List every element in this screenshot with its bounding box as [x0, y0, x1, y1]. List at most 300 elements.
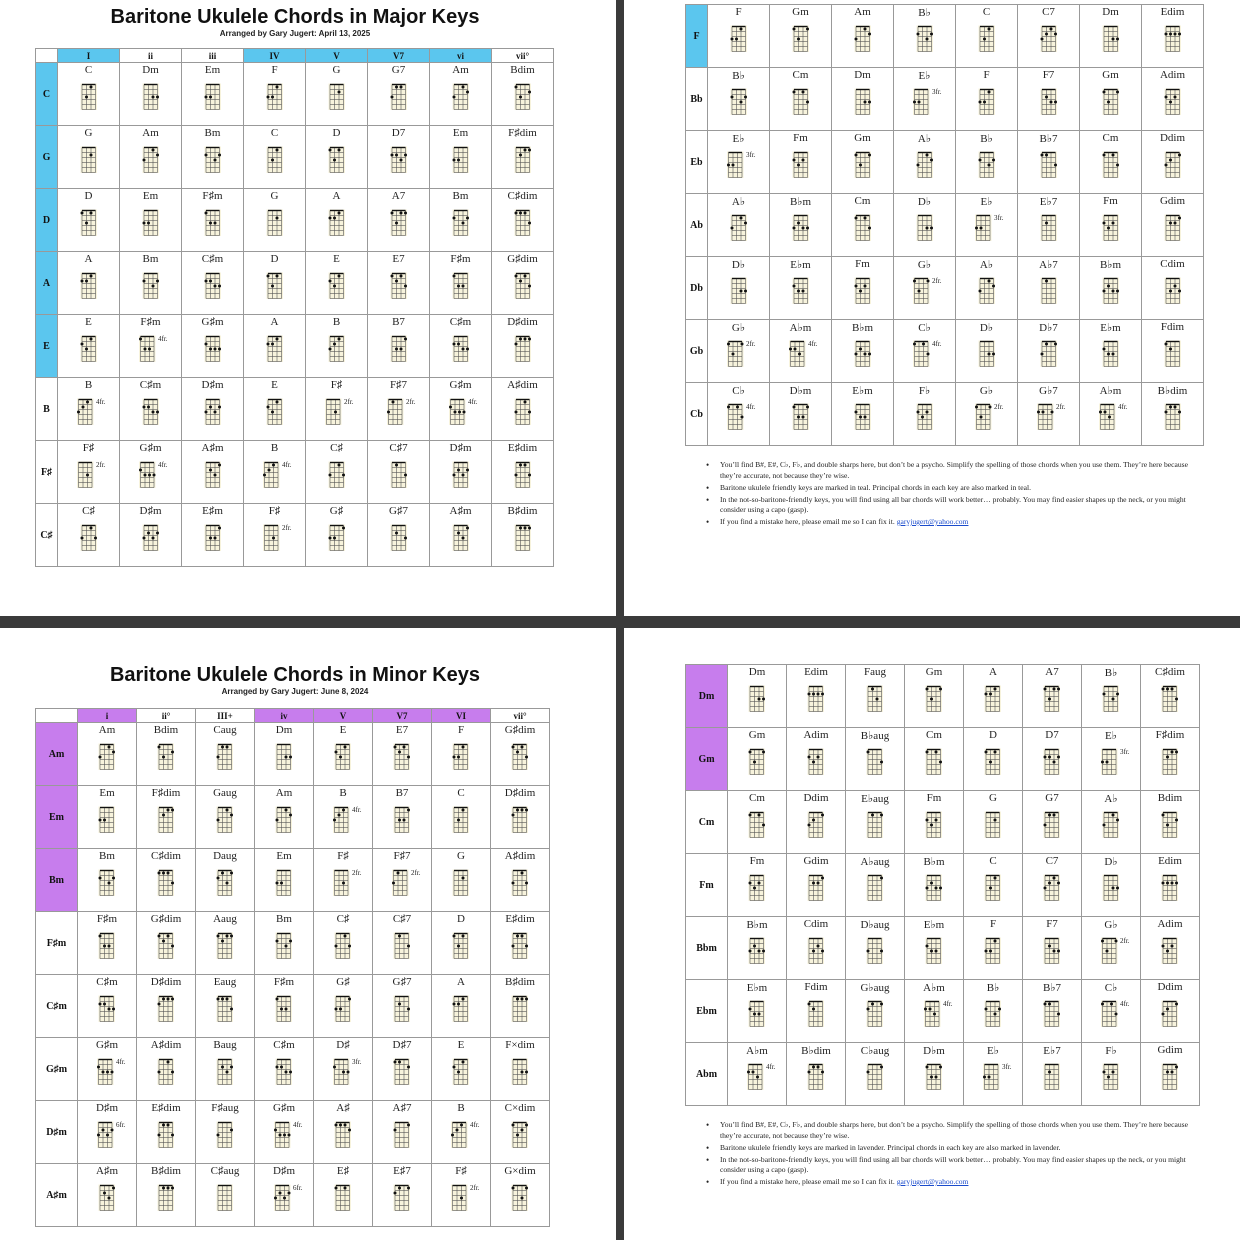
chord-name: Fdim	[804, 981, 828, 993]
degree-header: III+	[196, 709, 255, 723]
chord-cell	[1080, 257, 1142, 320]
chord-name: Edim	[804, 666, 828, 678]
table-row	[36, 504, 554, 567]
chord-diagram-icon	[327, 270, 346, 299]
chord-diagram-icon	[216, 804, 235, 833]
key-label: Cb	[686, 383, 708, 446]
chord-diagram-icon	[393, 930, 412, 959]
chord-name: A♭	[917, 133, 932, 145]
chord-cell	[894, 194, 956, 257]
fret-position-label: 3fr.	[994, 214, 1004, 222]
chord-name: A	[270, 316, 279, 328]
key-label: D	[36, 189, 58, 252]
chord-diagram-icon	[389, 270, 408, 299]
chord-cell	[832, 68, 894, 131]
chord-name: C	[270, 127, 279, 139]
chord-cell	[137, 1038, 196, 1101]
chord-name: C♯m	[201, 253, 224, 265]
chord-diagram-icon	[386, 396, 405, 425]
chord-cell	[708, 194, 770, 257]
chord-cell	[306, 378, 368, 441]
key-label: F♯	[36, 441, 58, 504]
chord-cell	[306, 441, 368, 504]
table-row	[36, 126, 554, 189]
chord-diagram-icon	[791, 86, 810, 115]
chord-cell	[832, 131, 894, 194]
chord-diagram-icon	[334, 993, 353, 1022]
chord-name: D♭	[1104, 856, 1118, 868]
key-label: Gb	[686, 320, 708, 383]
chord-diagram-icon	[157, 1119, 176, 1148]
chord-diagram-icon	[98, 930, 117, 959]
fret-position-label: 4fr.	[293, 1121, 303, 1129]
chord-diagram-icon	[79, 81, 98, 110]
chord-cell	[182, 252, 244, 315]
chord-name: C♯	[82, 505, 95, 517]
minor-keys-page	[0, 620, 620, 1240]
key-label: Ebm	[686, 980, 728, 1043]
chord-cell	[58, 504, 120, 567]
chord-name: Bdim	[153, 724, 179, 736]
chord-name: F♯7	[393, 850, 411, 862]
chord-name: Cm	[854, 195, 871, 207]
table-row	[686, 917, 1200, 980]
chord-diagram-icon	[1098, 401, 1117, 430]
chord-diagram-icon	[923, 998, 942, 1027]
chord-cell	[196, 975, 255, 1038]
chord-cell	[1141, 728, 1200, 791]
key-label: Em	[36, 786, 78, 849]
fret-position-label: 4fr.	[1118, 403, 1128, 411]
chord-name: E♭	[918, 70, 931, 82]
chord-name: G	[332, 64, 341, 76]
chord-cell	[368, 252, 430, 315]
chord-diagram-icon	[746, 1061, 765, 1090]
chord-diagram-icon	[1043, 872, 1062, 901]
chord-cell	[182, 504, 244, 567]
chord-diagram-icon	[203, 459, 222, 488]
chord-name: Gm	[854, 132, 871, 144]
chord-diagram-icon	[788, 338, 807, 367]
chord-name: C×dim	[504, 1102, 536, 1114]
chord-grid	[35, 708, 550, 1227]
table-row	[686, 194, 1204, 257]
chord-cell	[770, 68, 832, 131]
chord-diagram-icon	[912, 86, 931, 115]
chord-diagram-icon	[157, 867, 176, 896]
chord-cell	[1080, 194, 1142, 257]
chord-cell	[787, 980, 846, 1043]
chord-diagram-icon	[984, 998, 1003, 1027]
chord-diagram-icon	[1043, 1061, 1062, 1090]
chord-name: E♯	[336, 1165, 350, 1177]
chord-diagram-icon	[203, 144, 222, 173]
chord-name: B♭aug	[860, 730, 890, 742]
key-label: Abm	[686, 1043, 728, 1106]
chord-cell	[905, 980, 964, 1043]
chord-diagram-icon	[1102, 1061, 1121, 1090]
chord-name: Faug	[864, 666, 886, 678]
chord-diagram-icon	[141, 81, 160, 110]
degree-header: VI	[432, 709, 491, 723]
chord-cell	[1141, 917, 1200, 980]
chord-cell	[182, 441, 244, 504]
chord-name: B♭	[732, 70, 745, 82]
chord-name: B♭m	[851, 322, 874, 334]
chord-cell	[846, 980, 905, 1043]
chord-name: Gm	[1102, 69, 1119, 81]
chord-name: D♯m	[449, 442, 472, 454]
major-flat-keys-page	[620, 0, 1240, 620]
chord-cell	[78, 723, 137, 786]
chord-cell	[956, 257, 1018, 320]
chord-name: Gm	[748, 729, 766, 741]
chord-diagram-icon	[98, 993, 117, 1022]
chord-diagram-icon	[157, 1056, 176, 1085]
chord-cell	[728, 1043, 787, 1106]
chord-cell	[196, 912, 255, 975]
chord-diagram-icon	[1102, 872, 1121, 901]
chord-diagram-icon	[915, 401, 934, 430]
chord-name: B7	[395, 787, 409, 799]
chord-diagram-icon	[98, 867, 117, 896]
chord-name: Ddim	[803, 792, 829, 804]
chord-diagram-icon	[1101, 275, 1120, 304]
chord-cell	[1141, 854, 1200, 917]
chord-diagram-icon	[393, 1056, 412, 1085]
key-label: C♯	[36, 504, 58, 567]
chord-name: Cdim	[803, 918, 829, 930]
chord-diagram-icon	[977, 149, 996, 178]
chord-name: Bm	[452, 190, 469, 202]
chord-diagram-icon	[275, 930, 294, 959]
note-item: • You’ll find B#, E#, C♭, F♭, and double sharps here, but don’t be a psycho. Simplify the spelling of those chords when you use them. They’re here because they’re accurate, not because they’re wise.	[702, 460, 1202, 481]
chord-name: Daug	[213, 850, 237, 862]
chord-cell	[1023, 854, 1082, 917]
chord-name: Gm	[925, 666, 943, 678]
chord-name: E♯dim	[151, 1102, 181, 1114]
chord-diagram-icon	[262, 459, 281, 488]
chord-diagram-icon	[511, 741, 530, 770]
table-row	[686, 1043, 1200, 1106]
chord-diagram-icon	[729, 275, 748, 304]
chord-diagram-icon	[157, 993, 176, 1022]
chord-name: B♭	[986, 982, 1000, 994]
chord-name: Gdim	[1159, 195, 1186, 207]
table-row	[36, 441, 554, 504]
chord-name: B♭dim	[1157, 385, 1188, 397]
chord-name: Gdim	[1157, 1044, 1183, 1056]
chord-cell	[368, 441, 430, 504]
table-corner	[36, 49, 58, 63]
chord-name: D7	[1045, 729, 1059, 741]
chord-diagram-icon	[203, 396, 222, 425]
chord-name: G♯	[336, 976, 350, 988]
chord-cell	[708, 257, 770, 320]
chord-cell	[58, 252, 120, 315]
table-row	[36, 786, 550, 849]
key-label: Ab	[686, 194, 708, 257]
chord-name: F♭	[1105, 1045, 1117, 1057]
chord-diagram-icon	[157, 804, 176, 833]
chord-cell	[196, 723, 255, 786]
chord-cell	[368, 63, 430, 126]
degree-header: vi	[430, 49, 492, 63]
chord-diagram-icon	[1161, 998, 1180, 1027]
chord-cell	[196, 786, 255, 849]
chord-diagram-icon	[98, 1182, 117, 1211]
chord-name: C♯aug	[210, 1165, 240, 1177]
chord-cell	[956, 320, 1018, 383]
chord-cell	[1141, 980, 1200, 1043]
note-item: • Baritone ukulele friendly keys are marked in teal. Principal chords in each key are also marked in teal.	[702, 483, 1202, 494]
key-label: Bm	[36, 849, 78, 912]
chord-diagram-icon	[748, 998, 767, 1027]
chord-diagram-icon	[513, 144, 532, 173]
chord-cell	[314, 912, 373, 975]
chord-diagram-icon	[203, 270, 222, 299]
chord-name: Adim	[1159, 69, 1186, 81]
chord-diagram-icon	[141, 144, 160, 173]
chord-cell	[1082, 665, 1141, 728]
chord-name: A♭m	[746, 1045, 768, 1057]
chord-cell	[787, 1043, 846, 1106]
chord-diagram-icon	[1161, 1061, 1180, 1090]
chord-cell	[78, 1038, 137, 1101]
chord-cell	[306, 126, 368, 189]
chord-name: C	[989, 855, 997, 867]
chord-name: B7	[392, 316, 405, 328]
table-row	[36, 1038, 550, 1101]
chord-cell	[314, 975, 373, 1038]
chord-cell	[894, 383, 956, 446]
chord-cell	[956, 383, 1018, 446]
chord-name: B♭	[1104, 667, 1118, 679]
chord-cell	[1018, 320, 1080, 383]
chord-diagram-icon	[866, 1061, 885, 1090]
chord-diagram-icon	[1163, 275, 1182, 304]
chord-diagram-icon	[511, 930, 530, 959]
chord-diagram-icon	[216, 993, 235, 1022]
chord-cell	[182, 126, 244, 189]
chord-cell	[255, 1164, 314, 1227]
chord-name: B♭m	[746, 919, 768, 931]
page-title: Baritone Ukulele Chords in Minor Keys	[109, 664, 481, 686]
chord-name: B♭	[980, 133, 993, 145]
chord-cell	[964, 854, 1023, 917]
chord-name: B	[270, 442, 279, 454]
table-row	[686, 665, 1200, 728]
chord-diagram-icon	[915, 149, 934, 178]
chord-diagram-icon	[265, 207, 284, 236]
chord-diagram-icon	[1101, 338, 1120, 367]
chord-name: D♯m	[273, 1165, 295, 1177]
chord-diagram-icon	[912, 275, 931, 304]
chord-name: G	[989, 792, 997, 804]
chord-cell	[314, 786, 373, 849]
chord-diagram-icon	[915, 212, 934, 241]
chord-cell	[492, 504, 554, 567]
chord-diagram-icon	[389, 333, 408, 362]
page-divider-horizontal	[0, 616, 1240, 628]
fret-position-label: 4fr.	[943, 1000, 953, 1008]
chord-name: D♭m	[789, 385, 812, 397]
chord-diagram-icon	[448, 396, 467, 425]
chord-name: D	[457, 913, 465, 925]
chord-diagram-icon	[216, 930, 235, 959]
fret-position-label: 4fr.	[352, 806, 362, 814]
chord-diagram-icon	[1036, 401, 1055, 430]
chord-diagram-icon	[912, 338, 931, 367]
degree-header: I	[58, 49, 120, 63]
chord-cell	[1018, 68, 1080, 131]
chord-cell	[255, 975, 314, 1038]
chord-name: Am	[142, 127, 159, 139]
chord-name: Gaug	[213, 787, 237, 799]
chord-cell	[373, 723, 432, 786]
fret-position-label: 4fr.	[808, 340, 818, 348]
chord-name: Baug	[213, 1039, 237, 1051]
chord-diagram-icon	[513, 396, 532, 425]
chord-name: D♯m	[96, 1102, 118, 1114]
table-row	[36, 378, 554, 441]
chord-diagram-icon	[265, 144, 284, 173]
chord-cell	[244, 63, 306, 126]
chord-diagram-icon	[389, 144, 408, 173]
chord-cell	[1018, 257, 1080, 320]
fret-position-label: 3fr.	[1002, 1063, 1012, 1071]
table-row	[686, 131, 1204, 194]
chord-name: E♭	[732, 133, 745, 145]
fret-position-label: 4fr.	[116, 1058, 126, 1066]
chord-diagram-icon	[1043, 809, 1062, 838]
chord-name: G♯dim	[504, 724, 536, 736]
table-row	[36, 975, 550, 1038]
chord-name: B♯dim	[151, 1165, 181, 1177]
chord-diagram-icon	[866, 935, 885, 964]
degree-header: vii°	[492, 49, 554, 63]
chord-cell	[1080, 5, 1142, 68]
chord-diagram-icon	[853, 338, 872, 367]
chord-diagram-icon	[203, 333, 222, 362]
chord-name: F♯m	[96, 913, 118, 925]
chord-diagram-icon	[866, 872, 885, 901]
chord-name: C	[982, 6, 991, 18]
chord-cell	[314, 723, 373, 786]
fret-position-label: 2fr.	[344, 398, 354, 406]
key-label: Am	[36, 723, 78, 786]
chord-cell	[1141, 1043, 1200, 1106]
chord-name: A♯dim	[507, 379, 538, 391]
chord-name: E	[85, 316, 92, 328]
chord-cell	[255, 786, 314, 849]
chord-name: B♯dim	[507, 505, 538, 517]
table-corner	[36, 709, 78, 723]
chord-name: C♭	[1104, 982, 1118, 994]
chord-cell	[182, 189, 244, 252]
chord-name: C♭	[732, 385, 745, 397]
chord-cell	[430, 504, 492, 567]
chord-diagram-icon	[334, 1182, 353, 1211]
email-link[interactable]: garyjugert@yahoo.com	[896, 1177, 969, 1186]
chord-name: G×dim	[504, 1165, 536, 1177]
chord-diagram-icon	[452, 930, 471, 959]
chord-cell	[373, 786, 432, 849]
key-label: Db	[686, 257, 708, 320]
fret-position-label: 3fr.	[932, 88, 942, 96]
chord-cell	[1142, 5, 1204, 68]
chord-name: A♭	[1104, 793, 1118, 805]
chord-name: E♭7	[1043, 1045, 1061, 1057]
email-link[interactable]: garyjugert@yahoo.com	[896, 517, 969, 526]
chord-name: Em	[204, 64, 221, 76]
chord-cell	[905, 728, 964, 791]
chord-name: G	[84, 127, 93, 139]
chord-cell	[244, 315, 306, 378]
chord-cell	[373, 1101, 432, 1164]
chord-cell	[1018, 194, 1080, 257]
chord-name: D	[270, 253, 279, 265]
chord-diagram-icon	[1101, 149, 1120, 178]
degree-header: V7	[368, 49, 430, 63]
chord-cell	[1142, 257, 1204, 320]
chord-diagram-icon	[1163, 212, 1182, 241]
chord-name: Am	[98, 724, 116, 736]
chord-diagram-icon	[791, 212, 810, 241]
chord-name: E♭	[987, 1045, 999, 1057]
chord-cell	[956, 194, 1018, 257]
chord-name: B♭m	[1099, 259, 1122, 271]
chord-cell	[373, 1038, 432, 1101]
degree-header: iv	[255, 709, 314, 723]
chord-diagram-icon	[511, 1056, 530, 1085]
chord-name: B♭m	[789, 196, 812, 208]
chord-diagram-icon	[141, 396, 160, 425]
chord-cell	[368, 126, 430, 189]
table-row	[36, 1164, 550, 1227]
key-label: B	[36, 378, 58, 441]
chord-name: E♭7	[1039, 196, 1058, 208]
chord-cell	[137, 912, 196, 975]
chord-cell	[120, 252, 182, 315]
chord-diagram-icon	[96, 1056, 115, 1085]
chord-name: F♯	[330, 379, 343, 391]
chord-diagram-icon	[513, 522, 532, 551]
chord-diagram-icon	[853, 149, 872, 178]
chord-name: C♯dim	[1155, 666, 1185, 678]
chord-diagram-icon	[273, 1182, 292, 1211]
chord-diagram-icon	[977, 86, 996, 115]
chord-name: C♭	[918, 322, 931, 334]
chord-cell	[78, 1164, 137, 1227]
chord-name: Fm	[926, 792, 942, 804]
degree-header: IV	[244, 49, 306, 63]
chord-diagram-icon	[327, 144, 346, 173]
chord-name: A♭m	[923, 982, 945, 994]
chord-cell	[120, 315, 182, 378]
chord-name: Dm	[854, 69, 871, 81]
chord-cell	[492, 189, 554, 252]
chord-name: A♯m	[96, 1165, 118, 1177]
chord-cell	[58, 189, 120, 252]
chord-diagram-icon	[1163, 149, 1182, 178]
chord-name: F♯m	[140, 316, 161, 328]
chord-name: Caug	[213, 724, 237, 736]
chord-diagram-icon	[141, 522, 160, 551]
chord-name: D♯	[336, 1039, 350, 1051]
chord-cell	[314, 1101, 373, 1164]
chord-cell	[196, 1038, 255, 1101]
